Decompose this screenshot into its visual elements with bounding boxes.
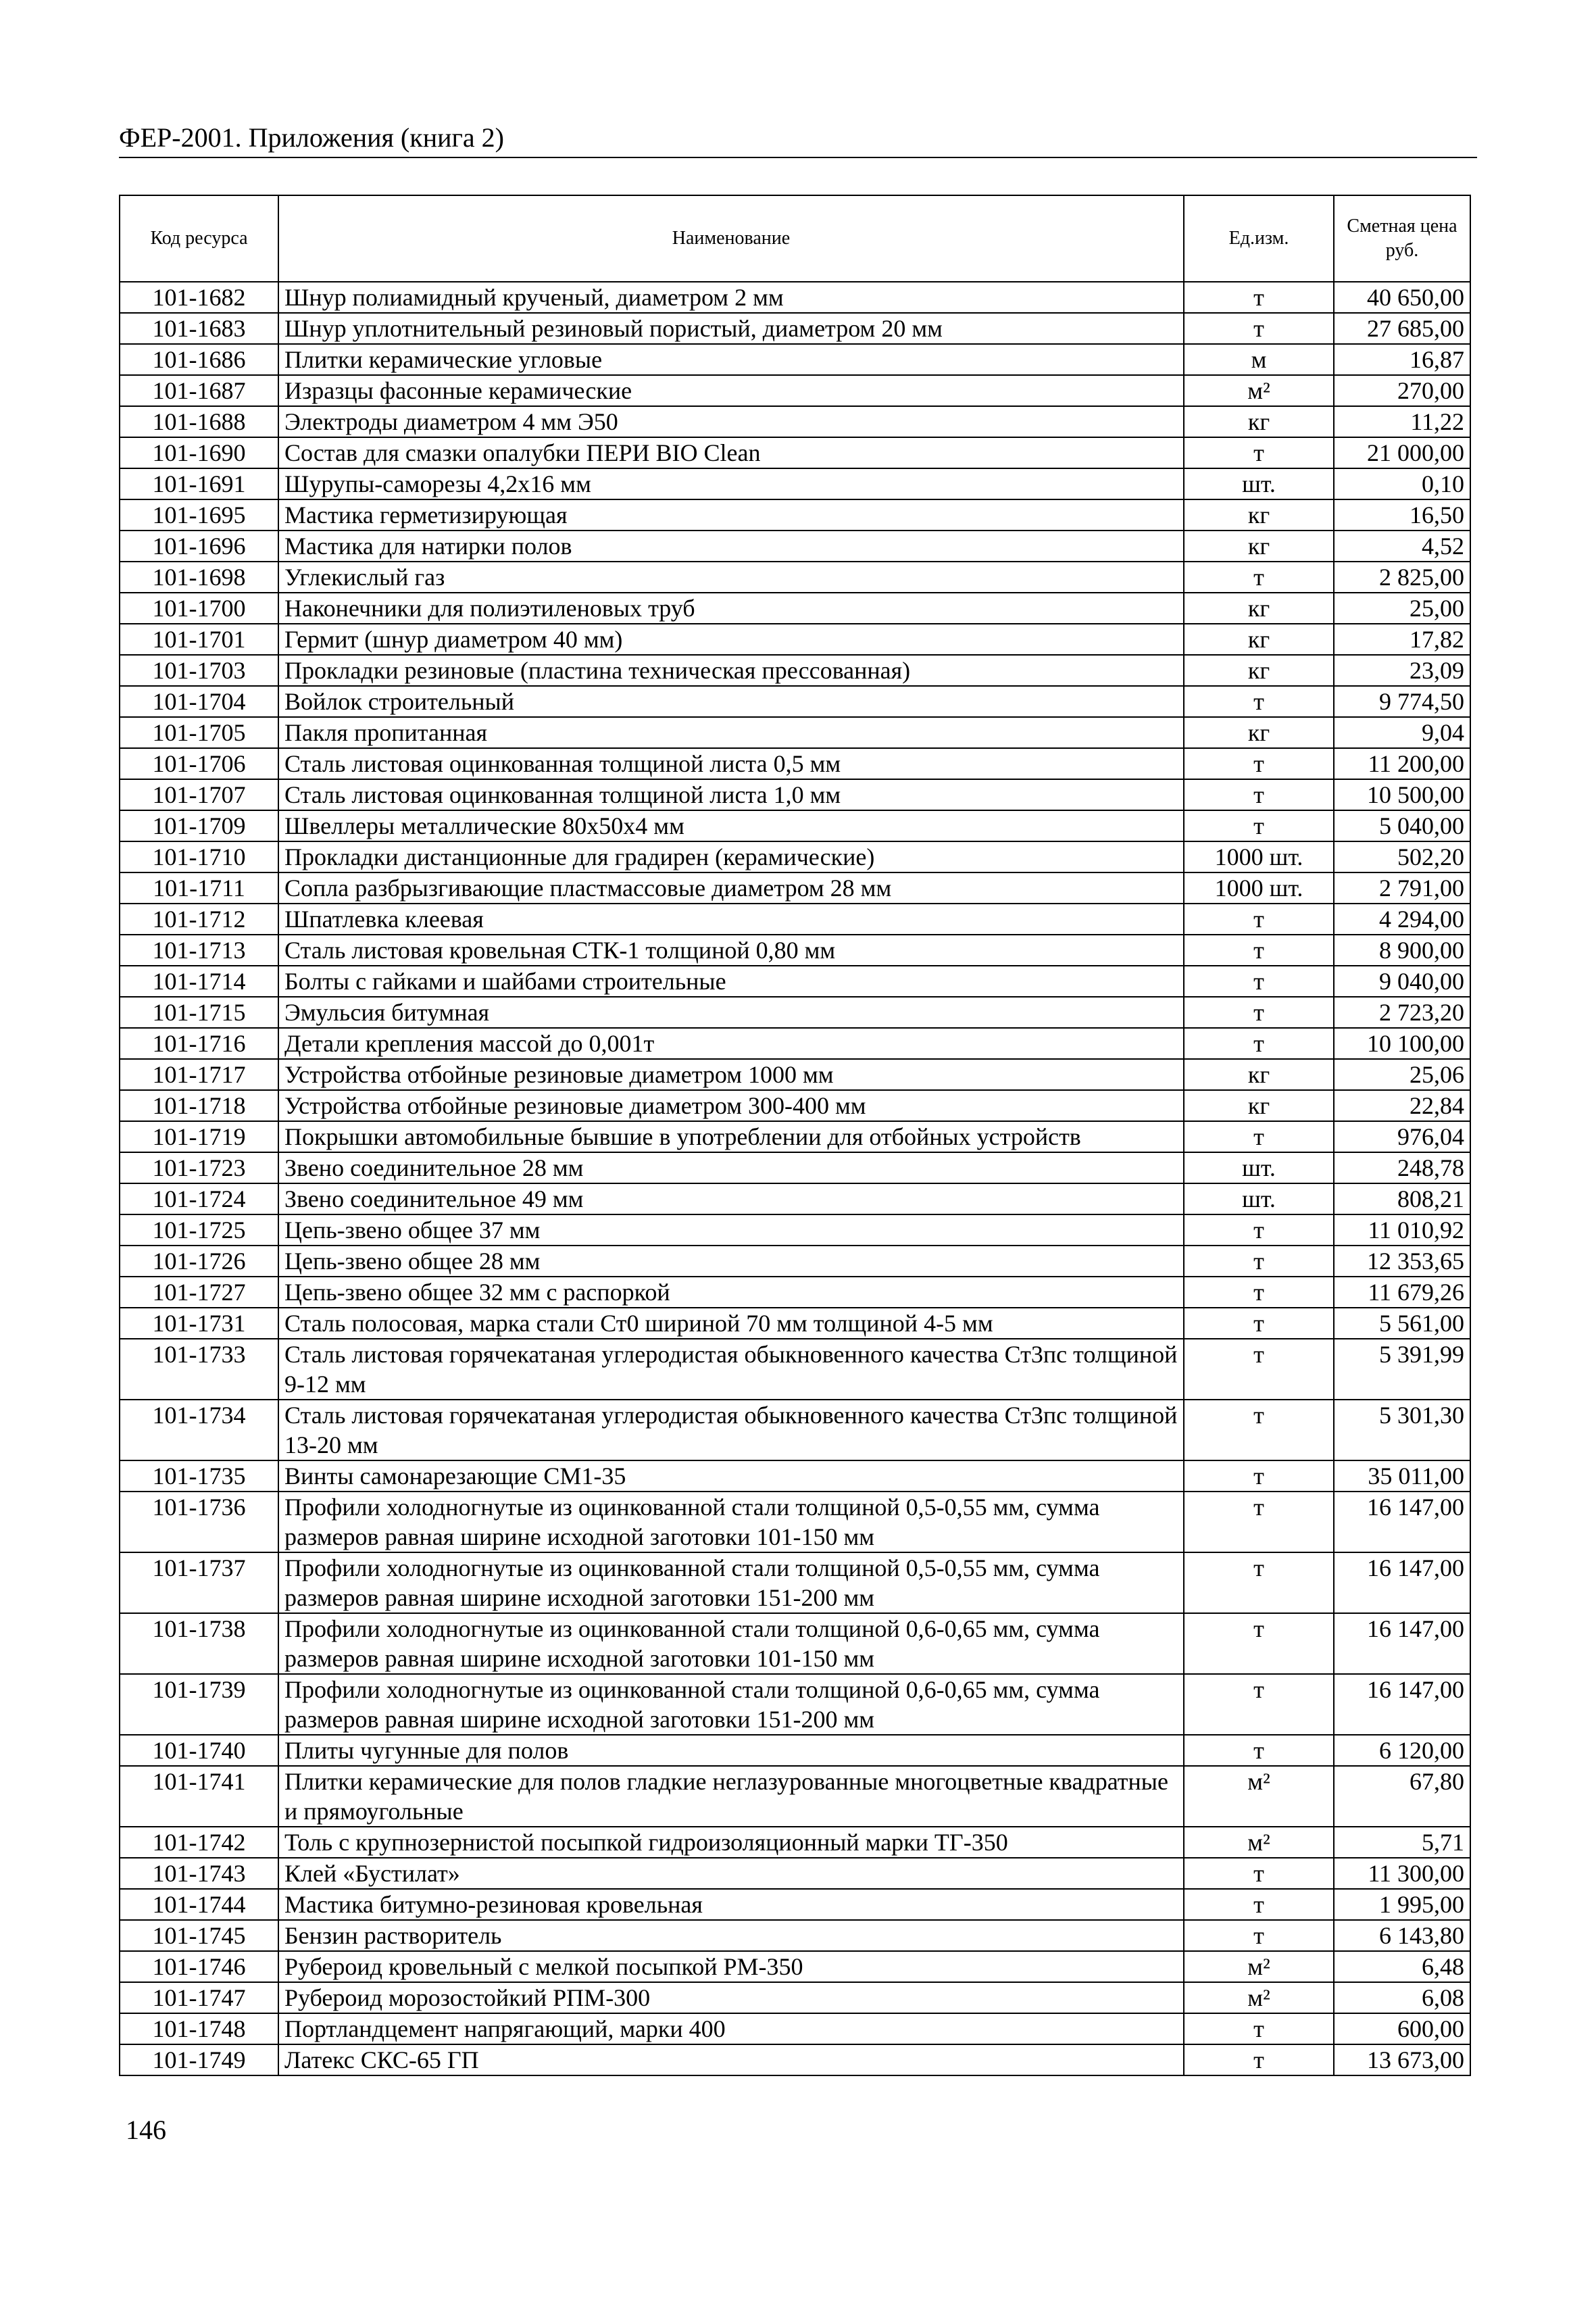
estimated-price: 4 294,00: [1334, 904, 1470, 935]
resource-code: 101-1733: [120, 1339, 278, 1400]
table-row: [120, 1183, 1470, 1214]
resource-name: Латекс СКС-65 ГП: [278, 2044, 1184, 2075]
unit-of-measure: т: [1184, 1400, 1334, 1460]
table-row: [120, 282, 1470, 313]
table-row: [120, 935, 1470, 966]
resource-code: 101-1723: [120, 1152, 278, 1183]
resource-code: 101-1715: [120, 997, 278, 1028]
unit-of-measure: 1000 шт.: [1184, 872, 1334, 904]
resource-code: 101-1743: [120, 1858, 278, 1889]
unit-of-measure: т: [1184, 1214, 1334, 1246]
estimated-price: 2 791,00: [1334, 872, 1470, 904]
estimated-price: 8 900,00: [1334, 935, 1470, 966]
table-row: [120, 717, 1470, 748]
table-row: [120, 1339, 1470, 1400]
resource-code: 101-1736: [120, 1492, 278, 1552]
column-header-code: Код ресурса: [120, 195, 278, 282]
unit-of-measure: кг: [1184, 406, 1334, 437]
unit-of-measure: т: [1184, 313, 1334, 344]
estimated-price: 5 040,00: [1334, 810, 1470, 841]
page-header: ФЕР-2001. Приложения (книга 2): [119, 122, 1477, 158]
table-row: [120, 313, 1470, 344]
resource-code: 101-1687: [120, 375, 278, 406]
table-body: [120, 282, 1470, 2075]
resource-code: 101-1714: [120, 966, 278, 997]
resource-code: 101-1731: [120, 1308, 278, 1339]
column-header-unit: Ед.изм.: [1184, 195, 1334, 282]
resource-name: Толь с крупнозернистой посыпкой гидроизоляционный марки ТГ-350: [278, 1827, 1184, 1858]
unit-of-measure: т: [1184, 1735, 1334, 1766]
estimated-price: 13 673,00: [1334, 2044, 1470, 2075]
table-row: [120, 904, 1470, 935]
resource-name: Рубероид морозостойкий РПМ-300: [278, 1982, 1184, 2013]
resource-code: 101-1747: [120, 1982, 278, 2013]
estimated-price: 600,00: [1334, 2013, 1470, 2044]
unit-of-measure: т: [1184, 1277, 1334, 1308]
unit-of-measure: т: [1184, 1460, 1334, 1492]
resource-code: 101-1709: [120, 810, 278, 841]
table-row: [120, 1246, 1470, 1277]
unit-of-measure: т: [1184, 997, 1334, 1028]
estimated-price: 0,10: [1334, 468, 1470, 499]
estimated-price: 976,04: [1334, 1121, 1470, 1152]
estimated-price: 6,08: [1334, 1982, 1470, 2013]
resource-code: 101-1710: [120, 841, 278, 872]
estimated-price: 5,71: [1334, 1827, 1470, 1858]
unit-of-measure: м²: [1184, 375, 1334, 406]
estimated-price: 1 995,00: [1334, 1889, 1470, 1920]
table-row: [120, 1121, 1470, 1152]
unit-of-measure: кг: [1184, 1090, 1334, 1121]
estimated-price: 17,82: [1334, 624, 1470, 655]
resource-name: Сталь листовая кровельная СТК-1 толщиной 0,80 мм: [278, 935, 1184, 966]
resource-name: Винты самонарезающие СМ1-35: [278, 1460, 1184, 1492]
resource-code: 101-1744: [120, 1889, 278, 1920]
estimated-price: 9 040,00: [1334, 966, 1470, 997]
unit-of-measure: м²: [1184, 1982, 1334, 2013]
unit-of-measure: т: [1184, 1613, 1334, 1674]
resource-code: 101-1735: [120, 1460, 278, 1492]
unit-of-measure: шт.: [1184, 468, 1334, 499]
table-row: [120, 375, 1470, 406]
resource-code: 101-1688: [120, 406, 278, 437]
estimated-price: 11 200,00: [1334, 748, 1470, 779]
resource-name: Сопла разбрызгивающие пластмассовые диаметром 28 мм: [278, 872, 1184, 904]
table-row: [120, 1152, 1470, 1183]
resource-code: 101-1705: [120, 717, 278, 748]
resource-name: Изразцы фасонные керамические: [278, 375, 1184, 406]
resource-name: Гермит (шнур диаметром 40 мм): [278, 624, 1184, 655]
resource-name: Устройства отбойные резиновые диаметром 1000 мм: [278, 1059, 1184, 1090]
estimated-price: 25,00: [1334, 593, 1470, 624]
resource-name: Шнур полиамидный крученый, диаметром 2 мм: [278, 282, 1184, 313]
estimated-price: 502,20: [1334, 841, 1470, 872]
table-row: [120, 872, 1470, 904]
table-row: [120, 810, 1470, 841]
table-row: [120, 1951, 1470, 1982]
table-row: [120, 1308, 1470, 1339]
table-row: [120, 686, 1470, 717]
unit-of-measure: кг: [1184, 624, 1334, 655]
resource-code: 101-1749: [120, 2044, 278, 2075]
estimated-price: 10 500,00: [1334, 779, 1470, 810]
resource-code: 101-1704: [120, 686, 278, 717]
table-row: [120, 624, 1470, 655]
resource-name: Сталь листовая горячекатаная углеродистая обыкновенного качества Ст3пс толщиной 9-12 мм: [278, 1339, 1184, 1400]
table-row: [120, 966, 1470, 997]
unit-of-measure: т: [1184, 779, 1334, 810]
table-row: [120, 593, 1470, 624]
resource-name: Пакля пропитанная: [278, 717, 1184, 748]
estimated-price: 16,87: [1334, 344, 1470, 375]
resource-code: 101-1701: [120, 624, 278, 655]
resource-code: 101-1686: [120, 344, 278, 375]
resource-name: Мастика битумно-резиновая кровельная: [278, 1889, 1184, 1920]
unit-of-measure: т: [1184, 1339, 1334, 1400]
unit-of-measure: кг: [1184, 593, 1334, 624]
resource-code: 101-1748: [120, 2013, 278, 2044]
resource-name: Наконечники для полиэтиленовых труб: [278, 593, 1184, 624]
unit-of-measure: т: [1184, 282, 1334, 313]
table-row: [120, 1277, 1470, 1308]
resource-code: 101-1716: [120, 1028, 278, 1059]
estimated-price: 16 147,00: [1334, 1674, 1470, 1735]
table-row: [120, 1982, 1470, 2013]
resource-name: Эмульсия битумная: [278, 997, 1184, 1028]
table-row: [120, 562, 1470, 593]
resource-name: Покрышки автомобильные бывшие в употреблении для отбойных устройств: [278, 1121, 1184, 1152]
unit-of-measure: т: [1184, 1028, 1334, 1059]
estimated-price: 27 685,00: [1334, 313, 1470, 344]
column-header-price: Сметная цена руб.: [1334, 195, 1470, 282]
unit-of-measure: т: [1184, 437, 1334, 468]
resource-name: Клей «Бустилат»: [278, 1858, 1184, 1889]
resource-code: 101-1695: [120, 499, 278, 531]
resource-name: Профили холодногнутые из оцинкованной стали толщиной 0,6-0,65 мм, сумма размеров равная ширине исходной заготовки 151-200 мм: [278, 1674, 1184, 1735]
resource-price-table-container: [119, 195, 1470, 2076]
resource-code: 101-1738: [120, 1613, 278, 1674]
page-number: 146: [126, 2115, 166, 2145]
estimated-price: 10 100,00: [1334, 1028, 1470, 1059]
resource-code: 101-1746: [120, 1951, 278, 1982]
resource-name: Устройства отбойные резиновые диаметром 300-400 мм: [278, 1090, 1184, 1121]
unit-of-measure: т: [1184, 2013, 1334, 2044]
resource-name: Детали крепления массой до 0,001т: [278, 1028, 1184, 1059]
resource-code: 101-1742: [120, 1827, 278, 1858]
table-row: [120, 1735, 1470, 1766]
resource-name: Состав для смазки опалубки ПЕРИ BIO Clean: [278, 437, 1184, 468]
resource-name: Бензин растворитель: [278, 1920, 1184, 1951]
estimated-price: 67,80: [1334, 1766, 1470, 1827]
column-header-name: Наименование: [278, 195, 1184, 282]
table-header-row: [120, 195, 1470, 282]
estimated-price: 4,52: [1334, 531, 1470, 562]
unit-of-measure: т: [1184, 1858, 1334, 1889]
estimated-price: 9,04: [1334, 717, 1470, 748]
resource-price-table: [119, 195, 1471, 2076]
unit-of-measure: т: [1184, 562, 1334, 593]
table-row: [120, 1214, 1470, 1246]
resource-code: 101-1726: [120, 1246, 278, 1277]
unit-of-measure: кг: [1184, 499, 1334, 531]
resource-code: 101-1703: [120, 655, 278, 686]
resource-name: Цепь-звено общее 32 мм с распоркой: [278, 1277, 1184, 1308]
unit-of-measure: 1000 шт.: [1184, 841, 1334, 872]
estimated-price: 25,06: [1334, 1059, 1470, 1090]
estimated-price: 11 300,00: [1334, 1858, 1470, 1889]
estimated-price: 9 774,50: [1334, 686, 1470, 717]
unit-of-measure: т: [1184, 1674, 1334, 1735]
resource-name: Сталь листовая оцинкованная толщиной листа 0,5 мм: [278, 748, 1184, 779]
resource-code: 101-1724: [120, 1183, 278, 1214]
resource-code: 101-1739: [120, 1674, 278, 1735]
resource-name: Прокладки дистанционные для градирен (керамические): [278, 841, 1184, 872]
estimated-price: 6,48: [1334, 1951, 1470, 1982]
table-row: [120, 468, 1470, 499]
resource-name: Углекислый газ: [278, 562, 1184, 593]
estimated-price: 16,50: [1334, 499, 1470, 531]
estimated-price: 2 825,00: [1334, 562, 1470, 593]
estimated-price: 5 391,99: [1334, 1339, 1470, 1400]
unit-of-measure: м²: [1184, 1766, 1334, 1827]
resource-name: Мастика для натирки полов: [278, 531, 1184, 562]
resource-name: Профили холодногнутые из оцинкованной стали толщиной 0,5-0,55 мм, сумма размеров равная ширине исходной заготовки 101-150 мм: [278, 1492, 1184, 1552]
estimated-price: 22,84: [1334, 1090, 1470, 1121]
unit-of-measure: т: [1184, 1121, 1334, 1152]
resource-code: 101-1707: [120, 779, 278, 810]
resource-code: 101-1740: [120, 1735, 278, 1766]
unit-of-measure: т: [1184, 935, 1334, 966]
resource-code: 101-1718: [120, 1090, 278, 1121]
resource-name: Звено соединительное 49 мм: [278, 1183, 1184, 1214]
table-row: [120, 1766, 1470, 1827]
estimated-price: 5 301,30: [1334, 1400, 1470, 1460]
unit-of-measure: шт.: [1184, 1183, 1334, 1214]
estimated-price: 11 010,92: [1334, 1214, 1470, 1246]
estimated-price: 16 147,00: [1334, 1613, 1470, 1674]
resource-code: 101-1698: [120, 562, 278, 593]
resource-code: 101-1711: [120, 872, 278, 904]
table-row: [120, 841, 1470, 872]
resource-name: Шпатлевка клеевая: [278, 904, 1184, 935]
resource-name: Сталь листовая оцинкованная толщиной листа 1,0 мм: [278, 779, 1184, 810]
table-row: [120, 344, 1470, 375]
resource-code: 101-1682: [120, 282, 278, 313]
unit-of-measure: т: [1184, 748, 1334, 779]
resource-code: 101-1691: [120, 468, 278, 499]
estimated-price: 6 143,80: [1334, 1920, 1470, 1951]
table-row: [120, 531, 1470, 562]
table-row: [120, 1460, 1470, 1492]
estimated-price: 40 650,00: [1334, 282, 1470, 313]
resource-name: Профили холодногнутые из оцинкованной стали толщиной 0,5-0,55 мм, сумма размеров равная ширине исходной заготовки 151-200 мм: [278, 1552, 1184, 1613]
table-row: [120, 406, 1470, 437]
unit-of-measure: т: [1184, 2044, 1334, 2075]
table-row: [120, 1400, 1470, 1460]
resource-name: Швеллеры металлические 80х50х4 мм: [278, 810, 1184, 841]
resource-code: 101-1700: [120, 593, 278, 624]
estimated-price: 248,78: [1334, 1152, 1470, 1183]
resource-name: Профили холодногнутые из оцинкованной стали толщиной 0,6-0,65 мм, сумма размеров равная ширине исходной заготовки 101-150 мм: [278, 1613, 1184, 1674]
table-row: [120, 997, 1470, 1028]
resource-code: 101-1727: [120, 1277, 278, 1308]
unit-of-measure: т: [1184, 904, 1334, 935]
table-row: [120, 2013, 1470, 2044]
estimated-price: 16 147,00: [1334, 1492, 1470, 1552]
resource-code: 101-1713: [120, 935, 278, 966]
resource-name: Рубероид кровельный с мелкой посыпкой РМ-350: [278, 1951, 1184, 1982]
unit-of-measure: т: [1184, 1920, 1334, 1951]
table-row: [120, 1889, 1470, 1920]
unit-of-measure: т: [1184, 1246, 1334, 1277]
estimated-price: 6 120,00: [1334, 1735, 1470, 1766]
unit-of-measure: шт.: [1184, 1152, 1334, 1183]
resource-name: Плитки керамические для полов гладкие неглазурованные многоцветные квадратные и прямоугольные: [278, 1766, 1184, 1827]
resource-name: Электроды диаметром 4 мм Э50: [278, 406, 1184, 437]
resource-name: Плитки керамические угловые: [278, 344, 1184, 375]
resource-name: Цепь-звено общее 28 мм: [278, 1246, 1184, 1277]
unit-of-measure: кг: [1184, 1059, 1334, 1090]
resource-code: 101-1717: [120, 1059, 278, 1090]
table-row: [120, 1674, 1470, 1735]
estimated-price: 5 561,00: [1334, 1308, 1470, 1339]
table-row: [120, 1090, 1470, 1121]
estimated-price: 23,09: [1334, 655, 1470, 686]
unit-of-measure: т: [1184, 1308, 1334, 1339]
table-row: [120, 1613, 1470, 1674]
estimated-price: 12 353,65: [1334, 1246, 1470, 1277]
resource-name: Войлок строительный: [278, 686, 1184, 717]
resource-name: Болты с гайками и шайбами строительные: [278, 966, 1184, 997]
estimated-price: 2 723,20: [1334, 997, 1470, 1028]
unit-of-measure: м²: [1184, 1951, 1334, 1982]
resource-name: Шурупы-саморезы 4,2х16 мм: [278, 468, 1184, 499]
resource-code: 101-1712: [120, 904, 278, 935]
table-row: [120, 655, 1470, 686]
unit-of-measure: т: [1184, 686, 1334, 717]
resource-code: 101-1741: [120, 1766, 278, 1827]
resource-code: 101-1696: [120, 531, 278, 562]
estimated-price: 270,00: [1334, 375, 1470, 406]
table-row: [120, 748, 1470, 779]
unit-of-measure: кг: [1184, 655, 1334, 686]
resource-code: 101-1690: [120, 437, 278, 468]
resource-name: Сталь полосовая, марка стали Ст0 шириной 70 мм толщиной 4-5 мм: [278, 1308, 1184, 1339]
unit-of-measure: т: [1184, 1552, 1334, 1613]
resource-name: Сталь листовая горячекатаная углеродистая обыкновенного качества Ст3пс толщиной 13-20 мм: [278, 1400, 1184, 1460]
estimated-price: 16 147,00: [1334, 1552, 1470, 1613]
table-row: [120, 779, 1470, 810]
resource-code: 101-1683: [120, 313, 278, 344]
table-row: [120, 1492, 1470, 1552]
table-row: [120, 2044, 1470, 2075]
table-row: [120, 1920, 1470, 1951]
unit-of-measure: т: [1184, 810, 1334, 841]
resource-code: 101-1725: [120, 1214, 278, 1246]
estimated-price: 808,21: [1334, 1183, 1470, 1214]
table-row: [120, 499, 1470, 531]
resource-name: Портландцемент напрягающий, марки 400: [278, 2013, 1184, 2044]
unit-of-measure: кг: [1184, 717, 1334, 748]
estimated-price: 21 000,00: [1334, 437, 1470, 468]
resource-name: Прокладки резиновые (пластина техническая прессованная): [278, 655, 1184, 686]
resource-name: Плиты чугунные для полов: [278, 1735, 1184, 1766]
table-row: [120, 1059, 1470, 1090]
table-row: [120, 1552, 1470, 1613]
unit-of-measure: т: [1184, 1889, 1334, 1920]
resource-code: 101-1745: [120, 1920, 278, 1951]
table-row: [120, 1028, 1470, 1059]
resource-name: Мастика герметизирующая: [278, 499, 1184, 531]
resource-name: Цепь-звено общее 37 мм: [278, 1214, 1184, 1246]
unit-of-measure: т: [1184, 966, 1334, 997]
unit-of-measure: кг: [1184, 531, 1334, 562]
unit-of-measure: м: [1184, 344, 1334, 375]
resource-code: 101-1706: [120, 748, 278, 779]
estimated-price: 11 679,26: [1334, 1277, 1470, 1308]
table-row: [120, 1827, 1470, 1858]
resource-name: Звено соединительное 28 мм: [278, 1152, 1184, 1183]
resource-code: 101-1737: [120, 1552, 278, 1613]
unit-of-measure: т: [1184, 1492, 1334, 1552]
estimated-price: 11,22: [1334, 406, 1470, 437]
resource-name: Шнур уплотнительный резиновый пористый, диаметром 20 мм: [278, 313, 1184, 344]
table-row: [120, 1858, 1470, 1889]
resource-code: 101-1734: [120, 1400, 278, 1460]
unit-of-measure: м²: [1184, 1827, 1334, 1858]
estimated-price: 35 011,00: [1334, 1460, 1470, 1492]
table-row: [120, 437, 1470, 468]
resource-code: 101-1719: [120, 1121, 278, 1152]
